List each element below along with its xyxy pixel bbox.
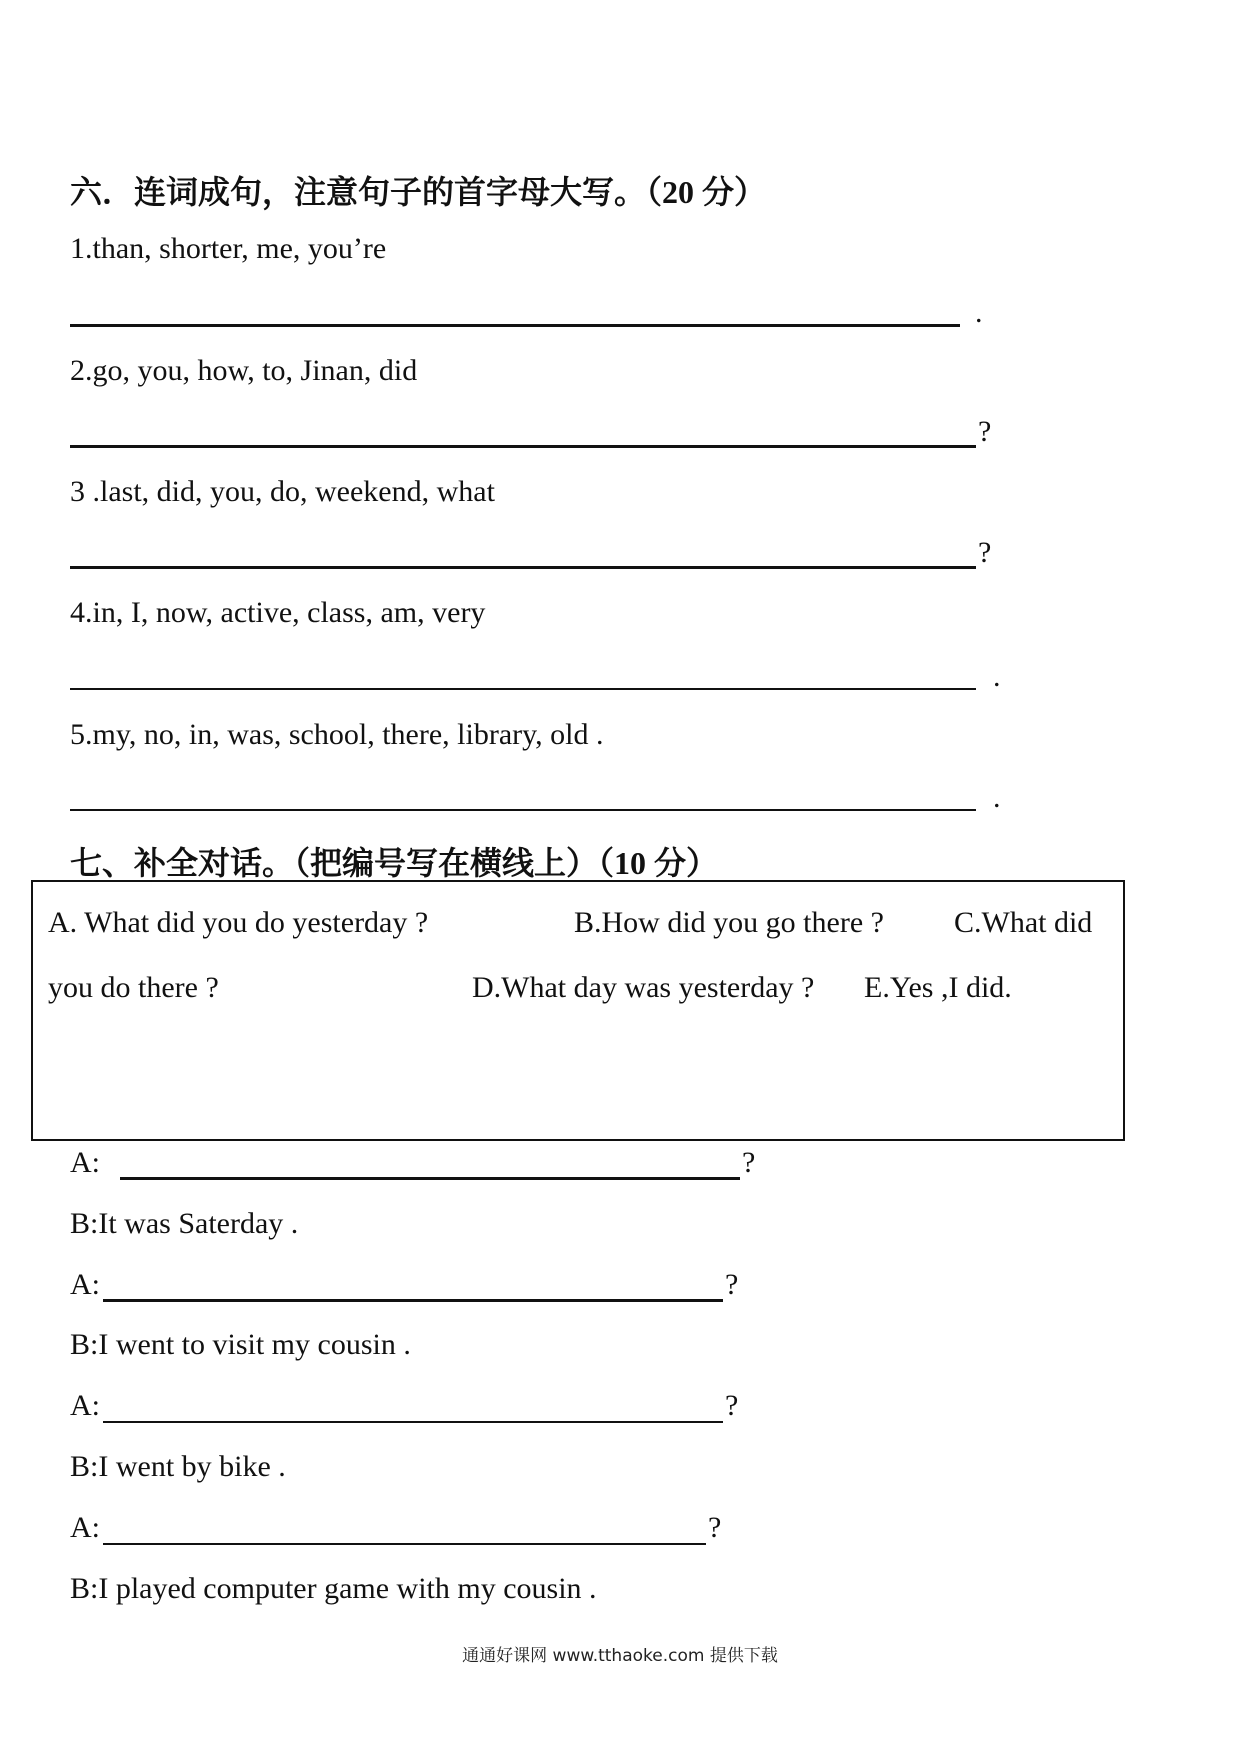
dialogue-answer-line-1[interactable] [120,1177,740,1180]
section-6-heading: 六．连词成句，注意句子的首字母大写。（20 分） [70,174,767,210]
dialogue-answer-line-3[interactable] [103,1421,723,1423]
dialogue-reply-1: B:It was Saterday . [70,1207,299,1240]
dialogue-reply-2: B:I went to visit my cousin . [70,1328,411,1361]
dialogue-reply-4: B:I played computer game with my cousin . [70,1572,597,1605]
answer-line-1[interactable] [70,324,960,327]
question-5-prompt: 5.my, no, in, was, school, there, library, old . [70,718,604,751]
dialogue-reply-3: B:I went by bike . [70,1450,286,1483]
question-4-prompt: 4.in, I, now, active, class, am, very [70,596,486,629]
dialogue-answer-line-2[interactable] [103,1299,723,1302]
answer-line-5[interactable] [70,809,976,811]
question-5-end-punct: . [993,781,1001,814]
dialogue-end-punct-4: ? [708,1511,722,1544]
question-1-end-punct: . [975,296,983,329]
dialogue-end-punct-3: ? [725,1389,739,1422]
question-2-end-punct: ? [978,415,992,448]
section-7-heading: 七、补全对话。（把编号写在横线上）（10 分） [70,845,719,881]
question-3-end-punct: ? [978,536,992,569]
question-3-prompt: 3 .last, did, you, do, weekend, what [70,475,495,508]
dialogue-speaker-a: A: [70,1268,100,1301]
page-footer: 通通好课网 www.tthaoke.com 提供下载 [462,1646,778,1666]
option-b: B.How did you go there ? [574,906,884,939]
answer-line-3[interactable] [70,566,976,569]
option-a: A. What did you do yesterday ? [48,906,429,939]
dialogue-end-punct-1: ? [742,1146,756,1179]
option-c-part-1: C.What did [954,906,1093,939]
dialogue-end-punct-2: ? [725,1268,739,1301]
option-e: E.Yes ,I did. [864,971,1012,1004]
dialogue-speaker-a: A: [70,1146,100,1179]
question-4-end-punct: . [993,660,1001,693]
dialogue-speaker-a: A: [70,1389,100,1422]
question-2-prompt: 2.go, you, how, to, Jinan, did [70,354,418,387]
option-c-part-2: you do there ? [48,971,219,1004]
question-1-prompt: 1.than, shorter, me, you’re [70,232,387,265]
dialogue-speaker-a: A: [70,1511,100,1544]
answer-line-4[interactable] [70,688,976,690]
answer-line-2[interactable] [70,445,976,448]
option-d: D.What day was yesterday ? [472,971,815,1004]
dialogue-answer-line-4[interactable] [103,1543,706,1545]
